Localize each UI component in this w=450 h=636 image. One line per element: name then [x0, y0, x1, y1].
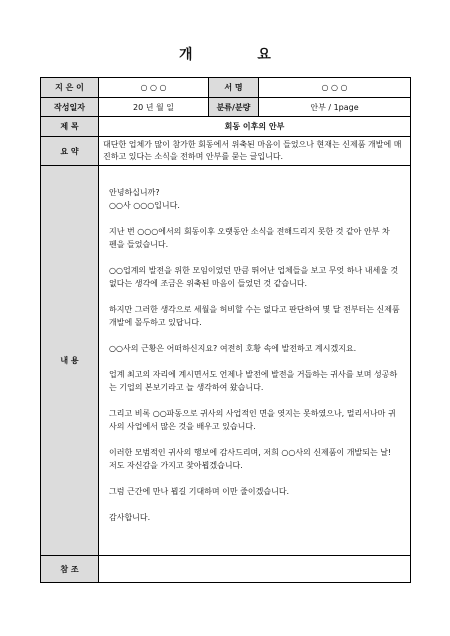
content-paragraph: ○○사 ○○○입니다.	[109, 201, 180, 210]
subject-value: 회동 이후의 안부	[99, 117, 411, 137]
content-paragraph: 감사합니다.	[109, 513, 151, 522]
signature-label: 서 명	[209, 78, 259, 98]
category-value: 안부 / 1page	[259, 98, 411, 117]
author-row	[41, 78, 411, 98]
signature-value: ○ ○ ○	[259, 78, 411, 98]
date-row	[41, 98, 411, 117]
date-label: 작성일자	[41, 98, 99, 117]
content-paragraph: 그럼 근간에 만나 뵙길 기대하며 이만 줄이겠습니다.	[109, 487, 290, 496]
content-paragraph: 업계 최고의 자리에 계시면서도 언제나 발전에 발전을 거듭하는 귀사를 보며 성공하는 기업의 본보기라고 늘 생각하여 왔습니다.	[109, 370, 398, 392]
category-label: 분류/분량	[209, 98, 259, 117]
content-paragraph: 그리고 비록 ○○파동으로 귀사의 사업적인 면을 엿지는 못하였으나, 멀리서나마 귀사의 사업에서 많은 것을 배우고 있습니다.	[109, 409, 396, 431]
date-value: 20 년 월 일	[99, 98, 209, 117]
content-paragraph: 이러한 모범적인 귀사의 행보에 감사드리며, 저희 ○○사의 신제품이 개발되는 날! 저도 자신감을 가지고 찾아뵙겠습니다.	[109, 448, 392, 470]
author-value: ○ ○ ○	[99, 78, 209, 98]
reference-row	[41, 556, 411, 583]
summary-label: 요 약	[41, 137, 99, 166]
content-label: 내 용	[41, 166, 99, 556]
author-label: 지 은 이	[41, 78, 99, 98]
summary-value: 대단한 업체가 많이 참가한 회동에서 위축된 마음이 들었으나 현재는 신제품 개발에 매진하고 있다는 소식을 전하며 안부를 묻는 글입니다.	[99, 137, 411, 166]
content-paragraph: 하지만 그러한 생각으로 세월을 허비할 수는 없다고 판단하여 몇 달 전부터는 신제품 개발에 몰두하고 있답니다.	[109, 305, 400, 327]
summary-row	[41, 137, 411, 166]
content-paragraph: ○○사의 근황은 어떠하신지요? 여전히 호황 속에 발전하고 계시겠지요.	[109, 344, 357, 353]
subject-row	[41, 117, 411, 137]
content-paragraph: ○○업계의 발전을 위한 모임이었던 만큼 뛰어난 업체들을 보고 무엇 하나 내세울 것 없다는 생각에 조금은 위축된 마음이 들었던 것 같습니다.	[109, 266, 399, 288]
subject-label: 제 목	[41, 117, 99, 137]
reference-value	[99, 556, 411, 583]
content-paragraph: 지난 번 ○○○에서의 회동이후 오랫동안 소식을 전해드리지 못한 것 같아 안부 차 펜을 들었습니다.	[109, 227, 390, 249]
content-paragraph: 안녕하십니까?	[109, 188, 160, 197]
document-title: 개 요	[179, 47, 301, 63]
reference-label: 참 조	[41, 556, 99, 583]
content-row	[41, 166, 411, 556]
overview-form	[40, 77, 411, 583]
content-body	[99, 166, 411, 556]
